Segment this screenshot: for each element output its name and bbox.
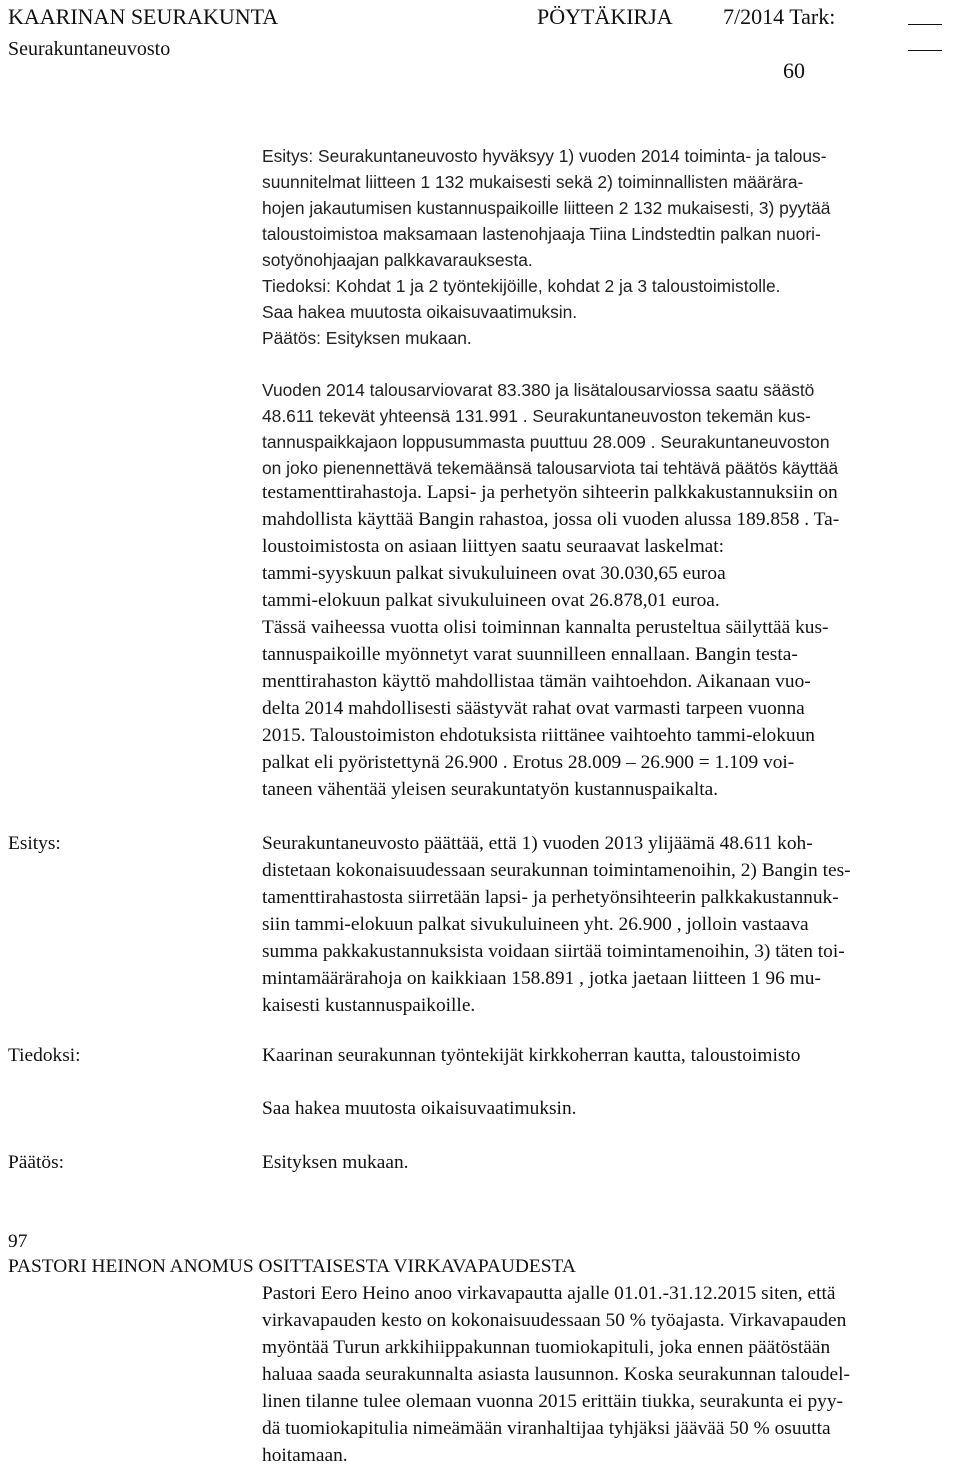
proposal-line: suunnitelmat liitteen 1 132 mukaisesti sekä 2) toiminnallisten määrära- [262,172,804,192]
appeal-text [262,1095,952,1122]
body-serif [262,479,952,803]
body-line: 48.611 tekevät yhteensä 131.991 . Seurakuntaneuvoston tekemän kus- [262,406,811,426]
body-line: 2015. Taloustoimiston ehdotuksista riittänee vaihtoehto tammi-elokuun [262,725,815,746]
item97-line: virkavapauden kesto on kokonaisuudessaan 50 % työajasta. Virkavapauden [262,1310,847,1331]
esitys-label: Esitys: [8,833,61,854]
item97-line: dä tuomiokapitulia nimeämään viranhaltijaa tyhjäksi jäävää 50 % osuutta [262,1418,831,1439]
previous-proposal [262,143,952,481]
header-doc-type: PÖYTÄKIRJA [537,4,673,29]
header-body: Seurakuntaneuvosto [8,38,171,60]
body-line: taneen vähentää yleisen seurakuntatyön kustannuspaikalta. [262,779,719,800]
paatos-label: Päätös: [8,1152,65,1173]
item97-line: hoitamaan. [262,1445,348,1466]
proposal-line: Saa hakea muutosta oikaisuvaatimuksin. [262,302,578,322]
esitys-line: kaisesti kustannuspaikoille. [262,995,476,1016]
tiedoksi-text [262,1042,952,1069]
body-line: loustoimistosta on asiaan liittyen saatu seuraavat laskelmat: [262,536,725,557]
page-number: 60 [783,58,805,83]
proposal-line: sotyönohjaajan palkkavarauksesta. [262,250,533,270]
esitys-line: mintamäärärahoja on kaikkiaan 158.891 , jotka jaetaan liitteen 1 96 mu- [262,968,821,989]
body-line: testamenttirahastoja. Lapsi- ja perhetyön sihteerin palkkakustannuksiin on [262,482,838,503]
body-line: Vuoden 2014 talousarviovarat 83.380 ja lisätalousarviossa saatu säästö [262,380,815,400]
section-number-text: 97 [8,1231,28,1252]
header-blank-1 [908,4,942,31]
esitys-line: tamenttirahastosta siirretään lapsi- ja perhetyönsihteerin palkkakustannuk- [262,887,839,908]
proposal-line: hojen jakautumisen kustannuspaikoille liitteen 2 132 mukaisesti, 3) pyytää [262,198,831,218]
item97-line: myöntää Turun arkkihiippakunnan tuomiokapituli, joka ennen päätöstään [262,1337,831,1358]
proposal-line: Tiedoksi: Kohdat 1 ja 2 työntekijöille, kohdat 2 ja 3 taloustoimistolle. [262,276,781,296]
proposal-line: taloustoimistoa maksamaan lastenohjaaja Tiina Lindstedtin palkan nuori- [262,224,821,244]
appeal-line: Saa hakea muutosta oikaisuvaatimuksin. [262,1098,577,1119]
header-blank-2 [908,30,942,57]
esitys-line: distetaan kokonaisuudessaan seurakunnan toimintamenoihin, 2) Bangin tes- [262,860,851,881]
tiedoksi-line: Kaarinan seurakunnan työntekijät kirkkoherran kautta, taloustoimisto [262,1045,801,1066]
body-line: delta 2014 mahdollisesti säästyvät rahat ovat varmasti tarpeen vuonna [262,698,805,719]
section-number [8,1228,27,1255]
esitys-line: summa pakkakustannuksista voidaan siirtää toimintamenoihin, 3) täten toi- [262,941,845,962]
proposal-line: Päätös: Esityksen mukaan. [262,328,472,348]
section-title: PASTORI HEINON ANOMUS OSITTAISESTA VIRKAVAPAUDESTA [8,1256,576,1277]
body-line: tannuspaikkajaon loppusummasta puuttuu 28.009 . Seurakuntaneuvoston [262,432,830,452]
item97-line: Pastori Eero Heino anoo virkavapautta ajalle 01.01.-31.12.2015 siten, että [262,1283,836,1304]
body-line: tammi-syyskuun palkat sivukuluineen ovat 30.030,65 euroa [262,563,726,584]
esitys-line: Seurakuntaneuvosto päättää, että 1) vuoden 2013 ylijäämä 48.611 koh- [262,833,813,854]
body-line: Tässä vaiheessa vuotta olisi toiminnan kannalta perusteltua säilyttää kus- [262,617,829,638]
body-line: on joko pienennettävä tekemäänsä talousarviota tai tehtävä päätös käyttää [262,458,839,478]
proposal-line: Esitys: Seurakuntaneuvosto hyväksyy 1) vuoden 2014 toiminta- ja talous- [262,146,827,166]
body-line: palkat eli pyöristettynä 26.900 . Erotus 28.009 – 26.900 = 1.109 voi- [262,752,795,773]
tiedoksi-label: Tiedoksi: [8,1045,81,1066]
esitys-line: siin tammi-elokuun palkat sivukuluineen yht. 26.900 , jolloin vastaava [262,914,809,935]
esitys-text [262,830,952,1019]
body-line: menttirahaston käyttö mahdollistaa tämän vaihtoehdon. Aikanaan vuo- [262,671,811,692]
item97-line: linen tilanne tulee olemaan vuonna 2015 erittäin tiukka, seurakunta ei pyy- [262,1391,843,1412]
paatos-line: Esityksen mukaan. [262,1152,409,1173]
item97-line: haluaa saada seurakunnalta asiasta lausunnon. Koska seurakunnan taloudel- [262,1364,850,1385]
item97-body [262,1280,952,1469]
body-line: mahdollista käyttää Bangin rahastoa, jossa oli vuoden alussa 189.858 . Ta- [262,509,840,530]
header-org: KAARINAN SEURAKUNTA [8,4,279,29]
body-line: tammi-elokuun palkat sivukuluineen ovat 26.878,01 euroa. [262,590,720,611]
paatos-text [262,1149,952,1176]
body-line: tannuspaikoille myönnetyt varat suunnilleen ennallaan. Bangin testa- [262,644,798,665]
header-number-date: 7/2014 Tark: [723,4,836,29]
